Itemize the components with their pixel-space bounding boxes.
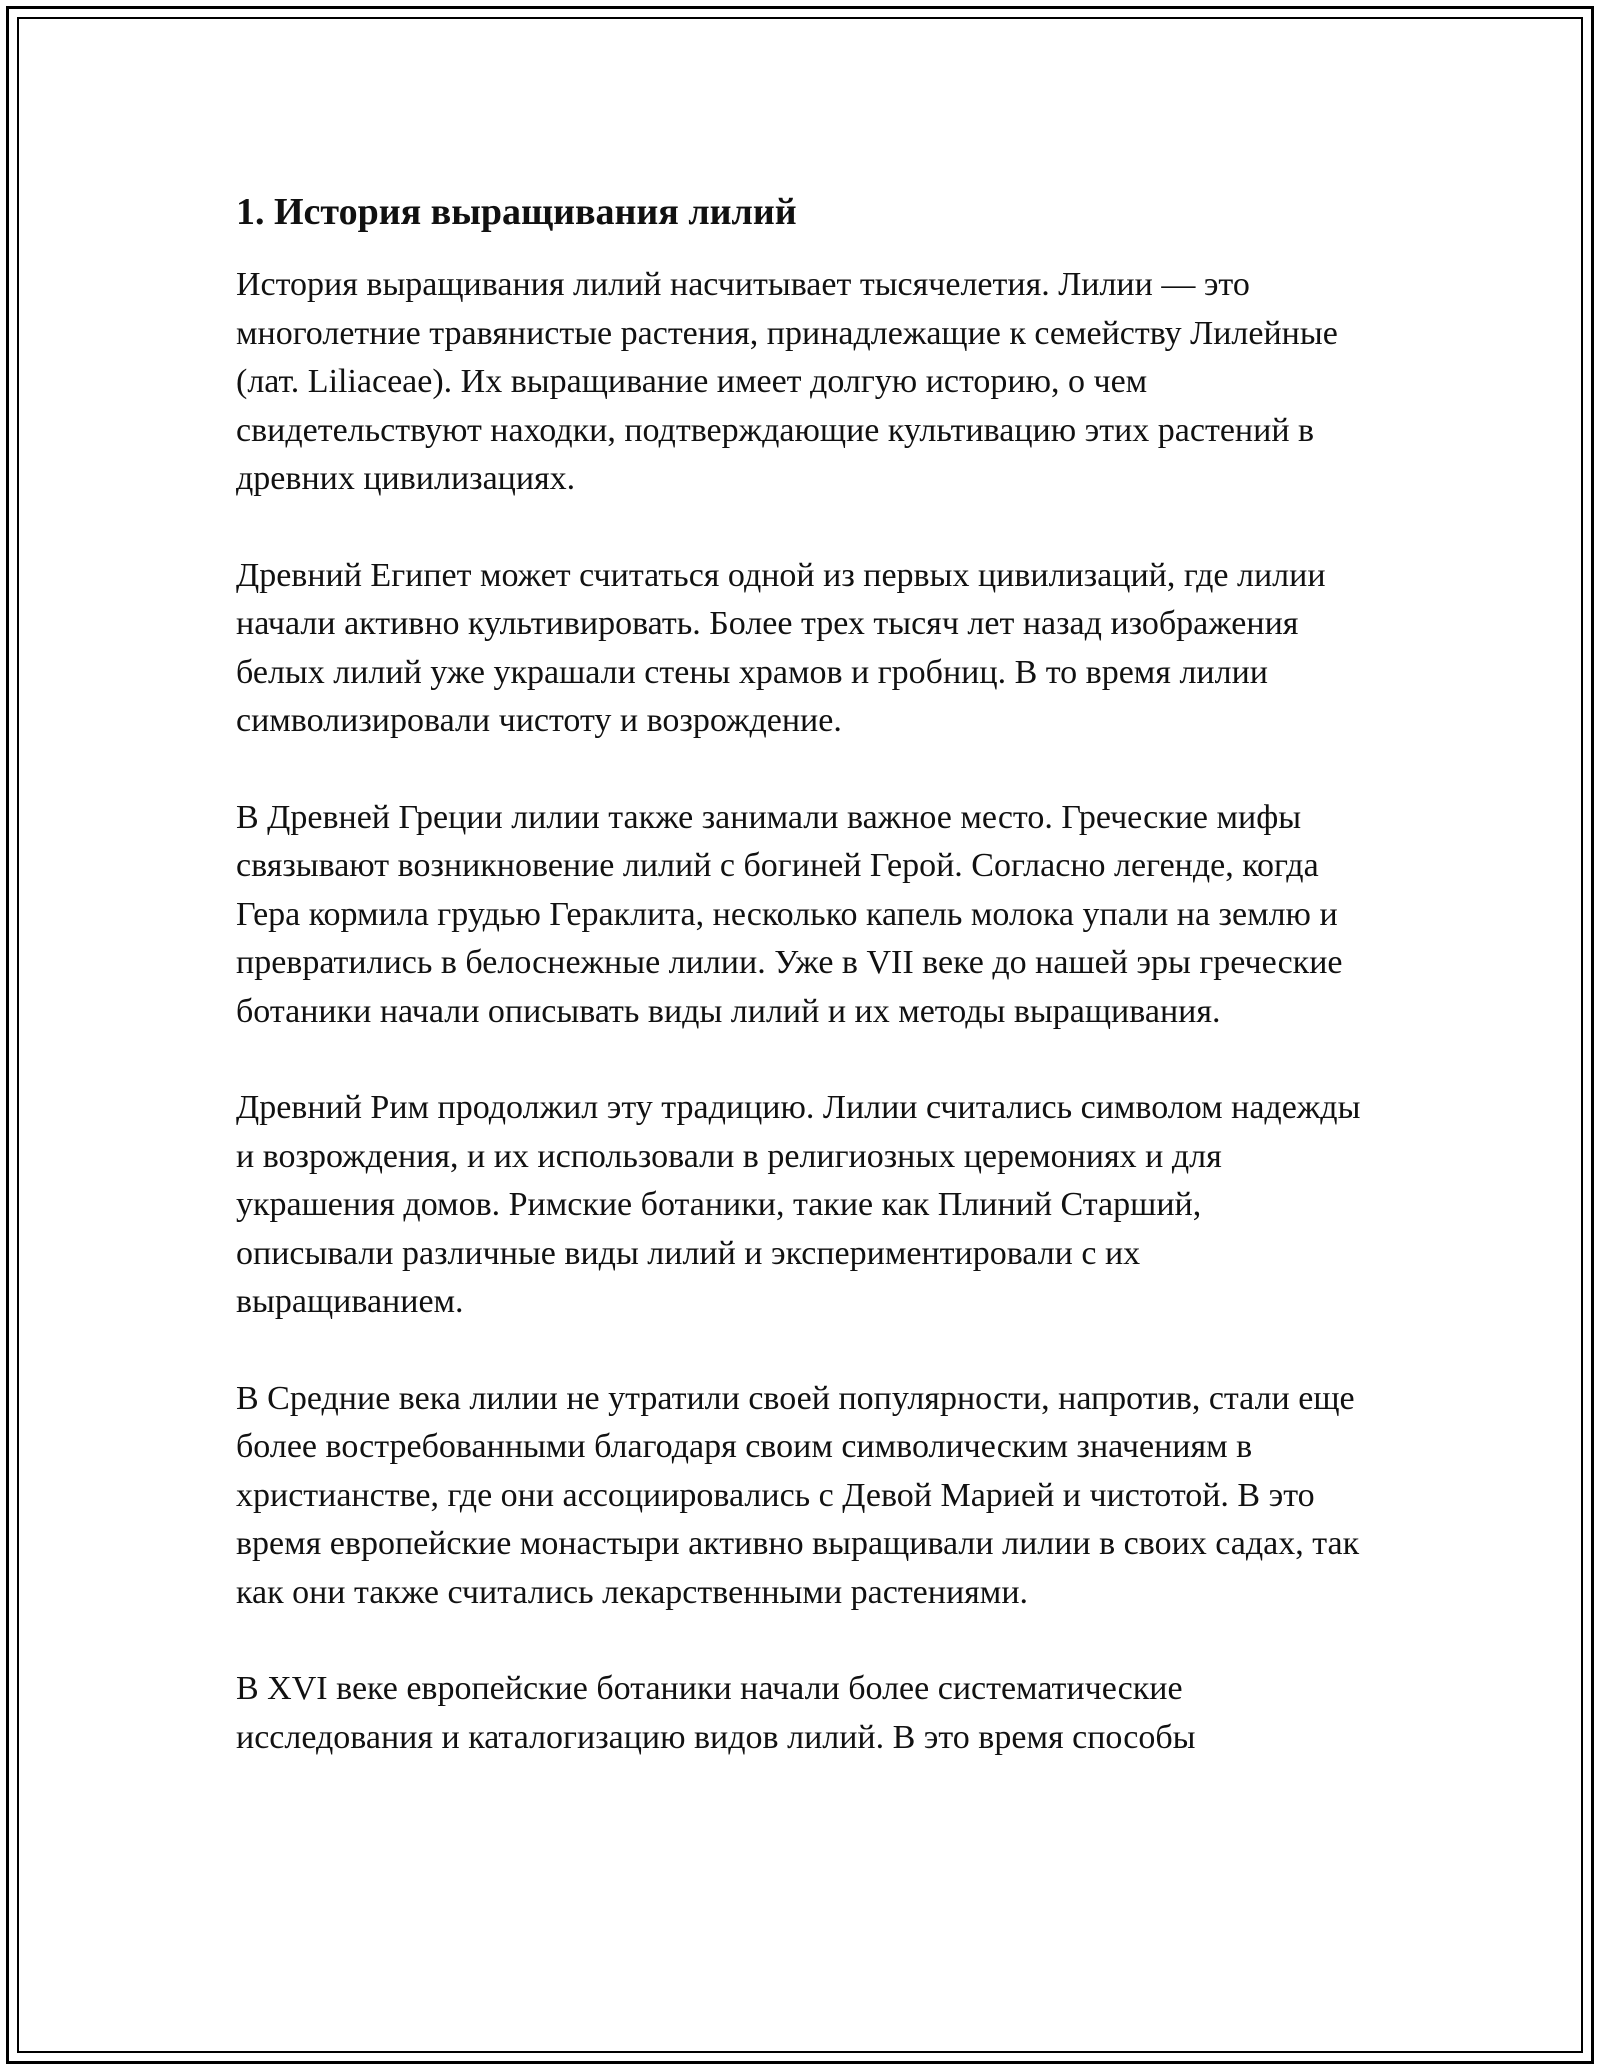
paragraph-middle-ages: В Средние века лилии не утратили своей популярности, напротив, стали еще более востребованными благодаря своим символическим значениям в христианстве, где они ассоциировались с Девой Марией и чистотой. В это время европейские монастыри активно выращивали лилии в своих садах, так как они также считались лекарственными растениями. bbox=[236, 1379, 1360, 1611]
paragraph-greece: В Древней Греции лилии также занимали важное место. Греческие мифы связывают возникновение лилий с богиней Герой. Согласно легенде, когда Гера кормила грудью Гераклита, несколько капель молока упали на землю и превратились в белоснежные лилии. Уже в VII веке до нашей эры греческие ботаники начали описывать виды лилий и их методы выращивания. bbox=[236, 798, 1343, 1030]
section-heading: 1. История выращивания лилий bbox=[236, 191, 797, 233]
document-body bbox=[236, 186, 1364, 1762]
paragraph-rome: Древний Рим продолжил эту традицию. Лилии считались символом надежды и возрождения, и их использовали в религиозных церемониях и для украшения домов. Римские ботаники, такие как Плиний Старший, описывали различные виды лилий и экспериментировали с их выращиванием. bbox=[236, 1089, 1361, 1320]
paragraph-egypt: Древний Египет может считаться одной из первых цивилизаций, где лилии начали активно культивировать. Более трех тысяч лет назад изображения белых лилий уже украшали стены храмов и гробниц. В то время лилии символизировали чистоту и возрождение. bbox=[236, 556, 1326, 739]
paragraph-intro: История выращивания лилий насчитывает тысячелетия. Лилии — это многолетние травянистые растения, принадлежащие к семейству Лилейные (лат. Liliaceae). Их выращивание имеет долгую историю, о чем свидетельствуют находки, подтверждающие культивацию этих растений в древних цивилизациях. bbox=[236, 266, 1338, 497]
paragraph-16th-century: В XVI веке европейские ботаники начали более систематические исследования и каталогизацию видов лилий. В это время способы bbox=[236, 1670, 1196, 1756]
